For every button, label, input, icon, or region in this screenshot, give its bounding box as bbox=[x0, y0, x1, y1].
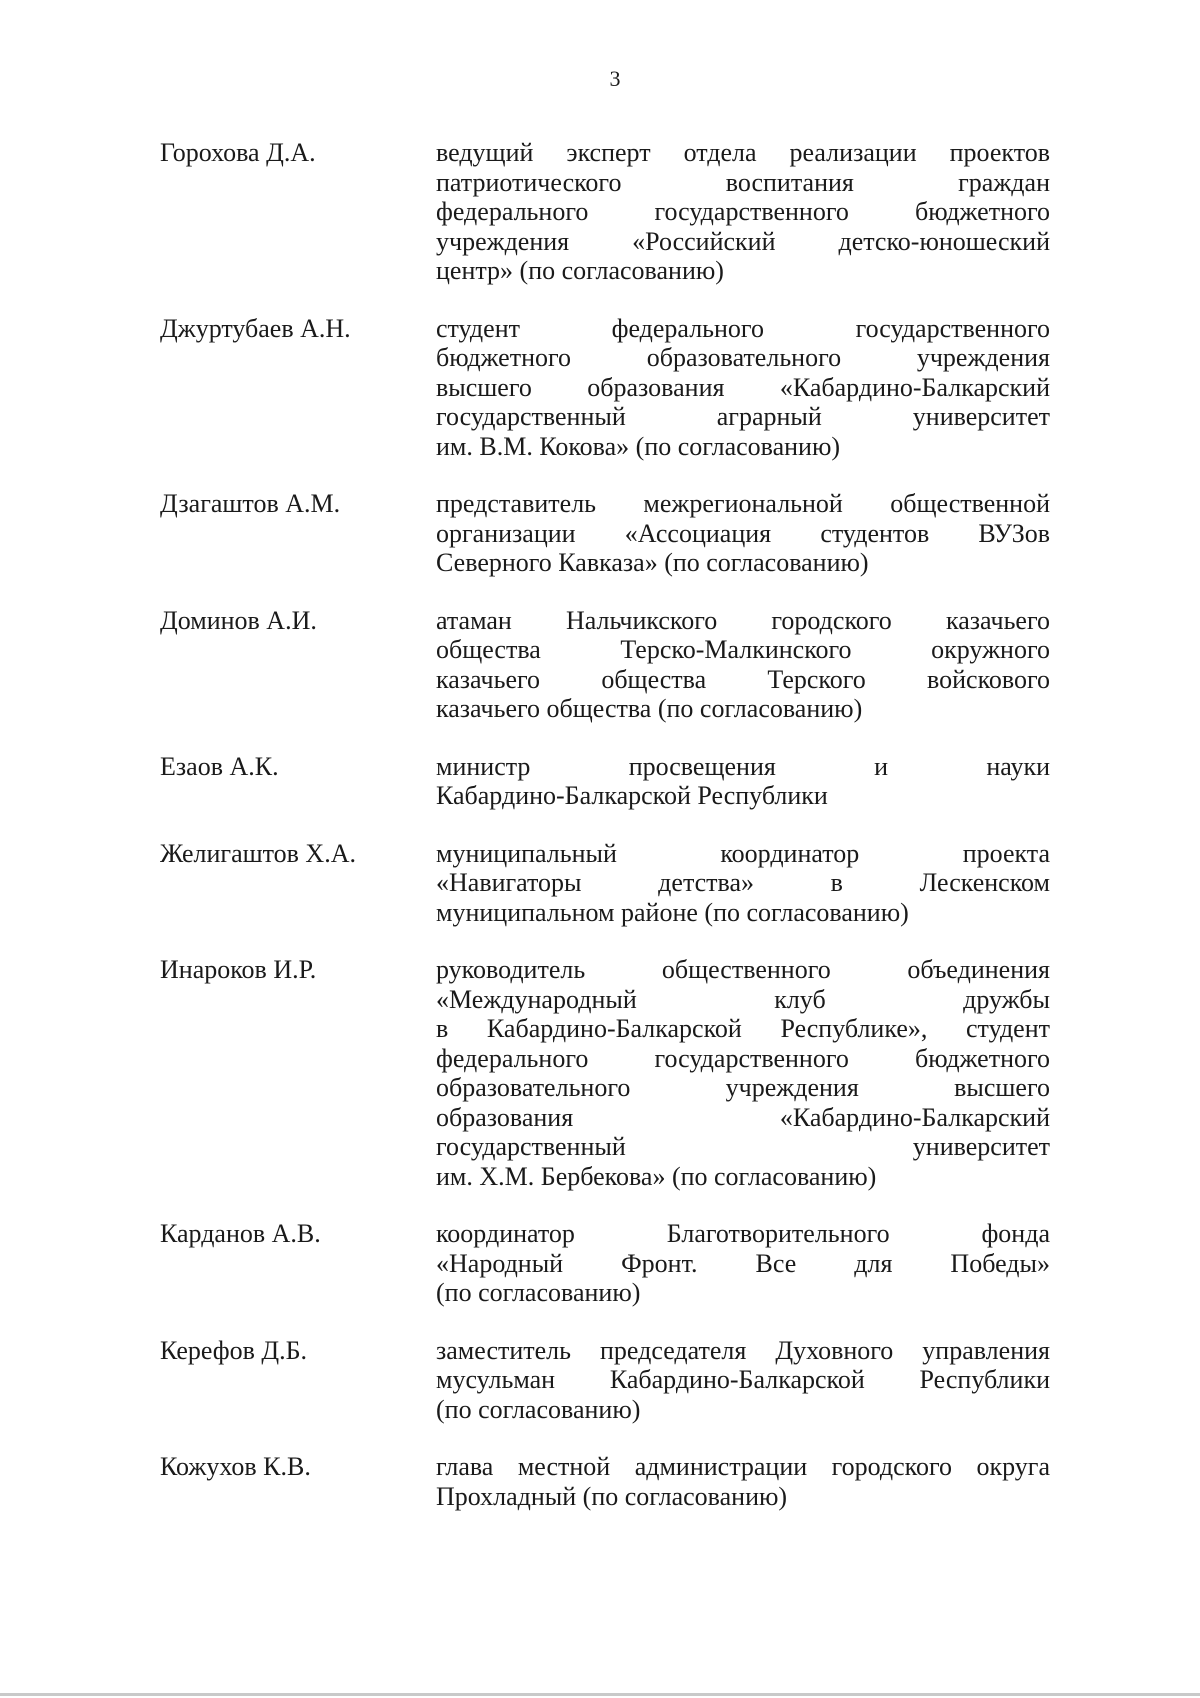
member-name: Джуртубаев А.Н. bbox=[160, 313, 351, 343]
position-line: руководитель общественного объединения bbox=[436, 955, 1050, 984]
members-list bbox=[160, 138, 1050, 1511]
position-line: глава местной администрации городского округа bbox=[436, 1452, 1050, 1481]
position-line: координатор Благотворительного фонда bbox=[436, 1219, 1050, 1248]
position-line: студент федерального государственного bbox=[436, 313, 1050, 343]
position-line: государственный аграрный университет bbox=[436, 402, 1050, 431]
member-position bbox=[436, 489, 1050, 578]
position-line: образовательного учреждения высшего bbox=[436, 1073, 1050, 1102]
member-entry bbox=[160, 1219, 1050, 1308]
page-number: 3 bbox=[609, 66, 621, 91]
position-line: «Навигаторы детства» в Лескенском bbox=[436, 868, 1050, 897]
member-entry bbox=[160, 1336, 1050, 1425]
member-name: Горохова Д.А. bbox=[160, 138, 316, 167]
position-line: казачьего общества (по согласованию) bbox=[436, 694, 863, 723]
position-line: (по согласованию) bbox=[436, 1394, 641, 1424]
member-name: Езаов А.К. bbox=[160, 751, 279, 781]
position-line: центр» (по согласованию) bbox=[436, 256, 724, 285]
member-position bbox=[436, 1336, 1050, 1425]
member-entry bbox=[160, 489, 1050, 578]
member-entry bbox=[160, 955, 1050, 1191]
member-position bbox=[436, 839, 1050, 928]
position-line: федерального государственного бюджетного bbox=[436, 1043, 1050, 1073]
position-line: Северного Кавказа» (по согласованию) bbox=[436, 548, 869, 577]
member-name: Карданов А.В. bbox=[160, 1219, 321, 1248]
position-line: государственный университет bbox=[436, 1132, 1050, 1161]
position-line: Кабардино-Балкарской Республики bbox=[436, 781, 828, 810]
member-name: Дзагаштов А.М. bbox=[160, 489, 341, 518]
position-line: ведущий эксперт отдела реализации проектов bbox=[436, 138, 1050, 167]
position-line: министр просвещения и науки bbox=[436, 751, 1050, 781]
position-line: муниципальном районе (по согласованию) bbox=[436, 897, 909, 927]
member-entry bbox=[160, 1452, 1050, 1511]
position-line: казачьего общества Терского войскового bbox=[436, 664, 1050, 694]
member-position bbox=[436, 314, 1050, 462]
member-position bbox=[436, 752, 1050, 811]
member-position bbox=[436, 138, 1050, 286]
member-name: Доминов А.И. bbox=[160, 605, 317, 635]
member-entry bbox=[160, 752, 1050, 811]
position-line: «Народный Фронт. Все для Победы» bbox=[436, 1248, 1050, 1278]
position-line: в Кабардино-Балкарской Республике», студент bbox=[436, 1014, 1050, 1043]
member-entry bbox=[160, 314, 1050, 462]
position-line: представитель межрегиональной общественной bbox=[436, 489, 1050, 518]
position-line: муниципальный координатор проекта bbox=[436, 838, 1050, 868]
member-entry bbox=[160, 138, 1050, 286]
member-entry bbox=[160, 606, 1050, 724]
position-line: бюджетного образовательного учреждения bbox=[436, 343, 1050, 372]
position-line: атаман Нальчикского городского казачьего bbox=[436, 605, 1050, 635]
position-line: «Международный клуб дружбы bbox=[436, 984, 1050, 1014]
position-line: высшего образования «Кабардино-Балкарский bbox=[436, 372, 1050, 402]
position-line: организации «Ассоциация студентов ВУЗов bbox=[436, 518, 1050, 548]
member-name: Желигаштов Х.А. bbox=[160, 838, 356, 868]
position-line: им. Х.М. Бербекова» (по согласованию) bbox=[436, 1161, 877, 1191]
member-position bbox=[436, 1452, 1050, 1511]
member-name: Инароков И.Р. bbox=[160, 955, 317, 984]
position-line: учреждения «Российский детско-юношеский bbox=[436, 226, 1050, 256]
position-line: патриотического воспитания граждан bbox=[436, 167, 1050, 197]
member-name: Керефов Д.Б. bbox=[160, 1335, 308, 1365]
position-line: (по согласованию) bbox=[436, 1278, 641, 1307]
position-line: образования «Кабардино-Балкарский bbox=[436, 1102, 1050, 1132]
position-line: мусульман Кабардино-Балкарской Республики bbox=[436, 1365, 1050, 1394]
member-position bbox=[436, 606, 1050, 724]
position-line: Прохладный (по согласованию) bbox=[436, 1481, 788, 1511]
member-entry bbox=[160, 839, 1050, 928]
position-line: заместитель председателя Духовного управления bbox=[436, 1335, 1050, 1365]
position-line: им. В.М. Кокова» (по согласованию) bbox=[436, 431, 841, 461]
position-line: общества Терско-Малкинского окружного bbox=[436, 635, 1050, 664]
position-line: федерального государственного бюджетного bbox=[436, 197, 1050, 226]
scan-edge-divider bbox=[0, 1693, 1200, 1696]
member-name: Кожухов К.В. bbox=[160, 1452, 311, 1481]
member-position bbox=[436, 1219, 1050, 1308]
member-position bbox=[436, 955, 1050, 1191]
